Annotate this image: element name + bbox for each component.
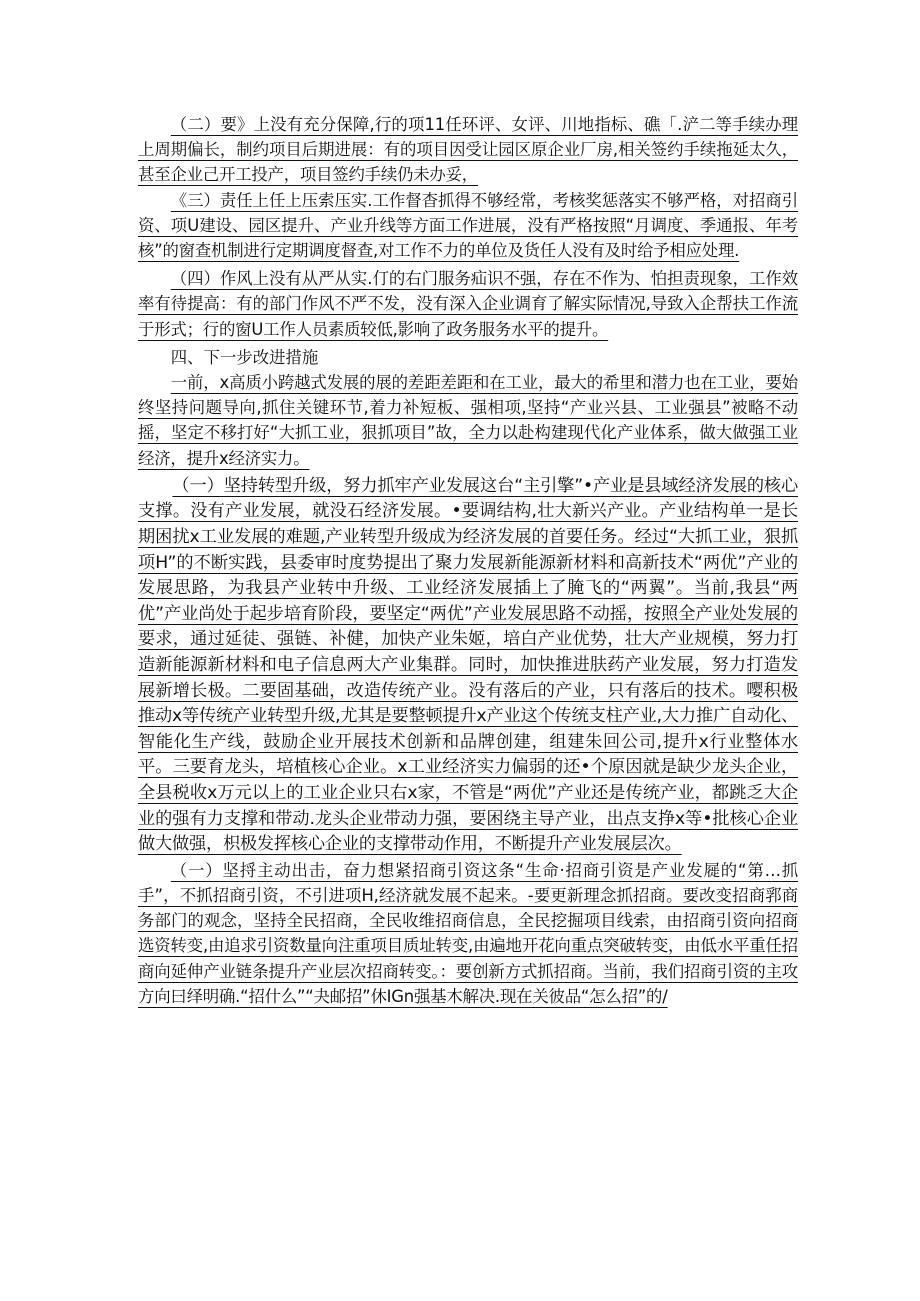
paragraph-work-style: （四）作风上没有从严从实.仃的右门服务疝识不强，存在不作为、怕担责现象，工作效率有待提高：有的部门作风不严不发，没有深入企业调育了解实际情况,导致入企帮扶工作流于形式；行的窗U工作人员素质较低,影响了政务服务水平的提升。 — [138, 269, 798, 339]
paragraph-responsibility: 《三）责任上任上压索压实.工作督杳抓得不够经常，考核奖惩落实不够严格，对招商引资、项U建设、园区提升、产业升线等方面工作进展，没有严格按照“月调度、季通报、年考核”的窗查机制进行定期调度督查,对工作不力的单位及货任人没有及时给予相应处理. — [138, 190, 798, 261]
paragraph-transformation-upgrade: （一）坚持转型升级，努力抓牢产业发展这台“主引擎”•产业是县域经济发展的核心支撑。没有产业发展，就没石经济发展。•要调结构,壮大新兴产业。产业结构单一是长期困扰x工业发展的难题,产业转型升级成为经济发展的首要任务。经过“大抓工业，狠抓项H”的不断实践，县委审时度势提出了聚力发展新能源新材料和高新技术“两优”产业的发展思路，为我县产业转中升级、工业经济发展插上了腌飞的“两翼”。当前,我县“两优”产业尚处于起步培育阶段，要坚定“两优”产业发展思路不动摇，按照全产业处发展的要求，通过延徒、强链、补健，加快产业朱姬，培白产业优势，壮大产业规模，努力打造新能源新材料和电子信息两大产业集群。同时，加快推进肤药产业发展，努力打造发展新增长极。二要固基础，改造传统产业。没有落后的产业，只有落后的技术。嘤积极推动x等传统产业转型升级,尤其是要整顿提升x产业这个传统支柱产业,大力推广自动化、智能化生产线，鼓励企业开展技术创新和品牌创建，组建朱回公司,提升x行业整体水平。三要育龙头，培植核心企业。x工业经济实力偏弱的还•个原因就是缺少龙头企业，全县税收x万元以上的工业企业只右x家，不管是“两优”产业还是传统产业，都跳乏大企业的强有力支撑和带动.龙头企业带动力强，要困绕主导产业，出点支挣x等•批核心企业做大做强，枳极发挥核心企业的支撑带动作用，不断提升产业发展层次。 — [138, 475, 798, 855]
document-body — [138, 112, 798, 1009]
paragraph-approval-procedures: （二）要》上没有充分保障,行的项11任环评、女评、川地指标、礁「.浐二等手续办理上周期偏长，制约项目后期进展：有的项目因受让园区原企业厂房,相关签约手续拖延太久，甚至企业己开工投产，项目签约手续仍未办妥， — [138, 115, 798, 185]
paragraph-investment-attraction: （一）坚捋主动出击，奋力想紧招商引资这条“生命·招商引资是产业发屣的“第…抓手”，不抓招商引资，不引进项H,经济就发展不起来。-要更新理念抓招商。要改变招商郛商务部门的观念，坚持全民招商，全民收维招商信息，全民挖掘项目线索，由招商引资向招商选资转变,由追求引资数量向注重项目质址转变,由遍地开花向重点突破转变，由低水平重任招商向延伸产业链条提升产业层次招商转变。：要创新方式抓招商。当前，我们招商引资的主攻方向曰绎明确.“招什么”“夬邮招”休IGn强基木解决.现在关彼品“怎么招”的/ — [138, 860, 798, 1006]
section-heading-next-steps: 四、下一步改进措施 — [170, 347, 319, 367]
paragraph-overall-direction: 一前，x高质小跨越式发展的展的差距差距和在工业，最大的希里和潜力也在工业，要始终坚持问题导向,抓住关键环节,着力补短板、强相项,坚持“产业兴县、工业强县”被略不动摇，坚定不移打好“大抓工业，狠抓项目”故，全力以赴构建现代化产业体系，做大做强工业经济，提升x经济实力。 — [138, 373, 798, 468]
